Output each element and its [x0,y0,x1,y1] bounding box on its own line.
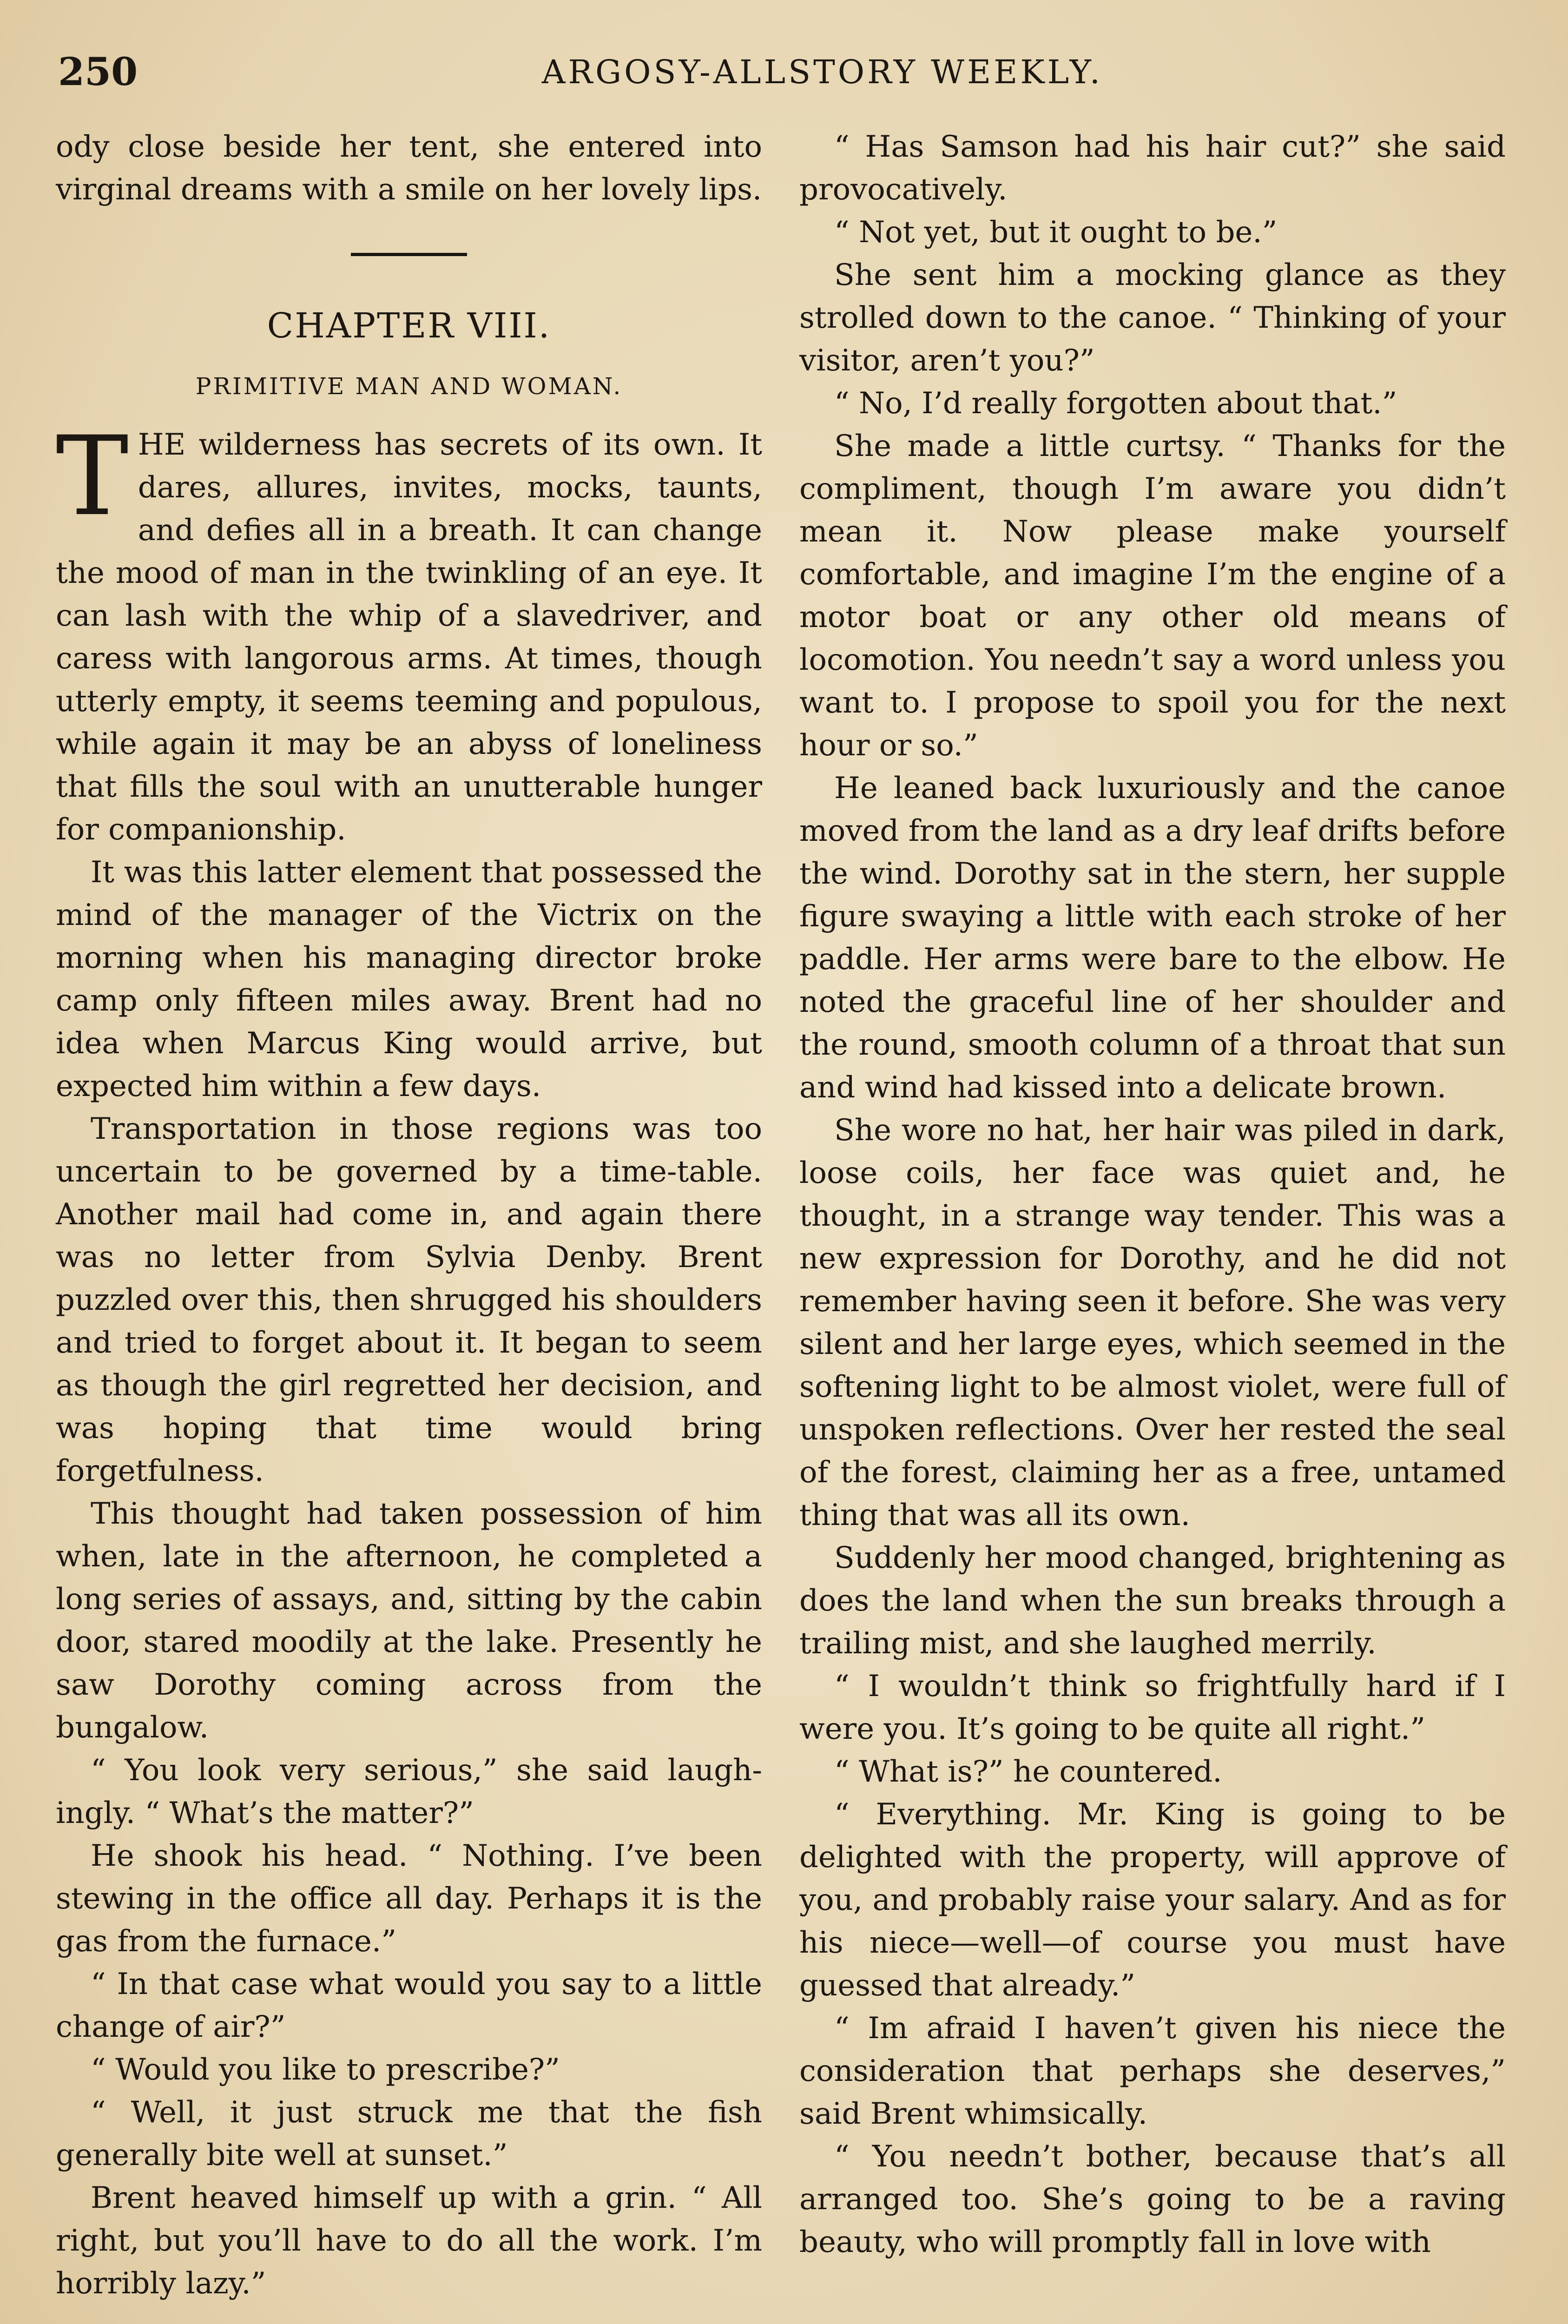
chapter-title: CHAPTER VIII. [267,306,551,346]
paragraph: “ Has Samson had his hair cut?” she said provocatively. [799,130,1506,207]
paragraph: “ Im afraid I haven’t given his niece the consideration that perhaps she deserves,” said Brent whimsically. [799,2011,1506,2131]
opening-paragraph [56,413,762,851]
paragraph: “ What is?” he countered. [834,1755,1222,1789]
continuation-paragraph: ody close beside her tent, she entered into virginal dreams with a smile on her lovely lips. [56,130,762,207]
paragraph: It was this latter element that possessed the mind of the manager of the Victrix on the morning when his managing director broke camp only fifteen miles away. Brent had no idea when Marcus King would arrive, but expected him within a few days. [56,855,762,1103]
paragraph: “ You look very serious,” she said laughingly. “ What’s the matter?” [56,1753,762,1830]
paragraph: “ Everything. Mr. King is going to be delighted with the property, will approve of you, and probably raise your salary. And as for his niece—well—of course you must have guessed that already.” [799,1797,1506,2003]
paragraph: “ Would you like to prescribe?” [91,2053,560,2087]
paragraph: She sent him a mocking glance as they strolled down to the canoe. “ Thinking of your visitor, aren’t you?” [799,258,1506,378]
paragraph: “ I wouldn’t think so frightfully hard if I were you. It’s going to be quite all right.” [799,1669,1506,1746]
paragraph: This thought had taken possession of him when, late in the afternoon, he completed a long series of assays, and, sitting by the cabin door, stared moodily at the lake. Presently he saw Dorothy coming across from the bungalow. [56,1497,762,1745]
paragraph: “ Well, it just struck me that the fish generally bite well at sunset.” [56,2095,762,2172]
paragraph: “ In that case what would you say to a little change of air?” [56,1967,762,2044]
paragraph: Brent heaved himself up with a grin. “ All right, but you’ll have to do all the work. I’m horribly lazy.” [56,2181,762,2301]
paragraph: “ Not yet, but it ought to be.” [834,215,1278,250]
paragraph: “ You needn’t bother, because that’s all arranged too. She’s going to be a raving beauty, who will promptly fall in love with [799,2139,1506,2259]
left-column [56,125,762,2305]
section-divider [351,253,467,256]
paragraph: He leaned back luxuriously and the canoe moved from the land as a dry leaf drifts before the wind. Dorothy sat in the stern, her supple figure swaying a little with each stroke of her paddle. Her arms were bare to the elbow. He noted the graceful line of her shoulder and the round, smooth column of a throat that sun and wind had kissed into a delicate brown. [799,771,1506,1105]
page-number: 250 [58,50,138,94]
page-header [58,46,1512,98]
chapter-subtitle: PRIMITIVE MAN AND WOMAN. [195,373,623,400]
running-head: ARGOSY-ALLSTORY WEEKLY. [541,53,1103,91]
paragraph: He shook his head. “ Nothing. I’ve been stewing in the office all day. Perhaps it is the gas from the furnace.” [56,1839,762,1959]
paragraph: “ No, I’d really forgotten about that.” [834,386,1397,421]
paragraph: She made a little curtsy. “ Thanks for the compliment, though I’m aware you didn’t mean it. Now please make yourself comfortable, and imagine I’m the engine of a motor boat or any other old means of locomotion. You needn’t say a word unless you want to. I propose to spoil you for the next hour or so.” [799,429,1506,763]
paragraph: Transportation in those regions was too uncertain to be governed by a time-table. Another mail had come in, and again there was no letter from Sylvia Denby. Brent puzzled over this, then shrugged his shoulders and tried to forget about it. It began to seem as though the girl regretted her decision, and was hoping that time would bring forgetfulness. [56,1112,762,1488]
paragraph: She wore no hat, her hair was piled in dark, loose coils, her face was quiet and, he thought, in a strange way tender. This was a new expression for Dorothy, and he did not remember having seen it before. She was very silent and her large eyes, which seemed in the softening light to be almost violet, were full of unspoken reflections. Over her rested the seal of the forest, claiming her as a free, untamed thing that was all its own. [799,1113,1506,1532]
paragraph: Suddenly her mood changed, brightening as does the land when the sun breaks through a trailing mist, and she laughed merrily. [799,1541,1506,1661]
opening-paragraph-text: HE wilderness has secrets of its own. It dares, allures, invites, mocks, taunts, and defies all in a breath. It can change the mood of man in the twinkling of an eye. It can lash with the whip of a slavedriver, and caress with langorous arms. At times, though utterly empty, it seems teeming and populous, while again it may be an abyss of loneliness that fills the soul with an unutterable hunger for companionship. [56,428,762,847]
drop-cap: T [56,413,129,540]
right-column [799,125,1506,2264]
